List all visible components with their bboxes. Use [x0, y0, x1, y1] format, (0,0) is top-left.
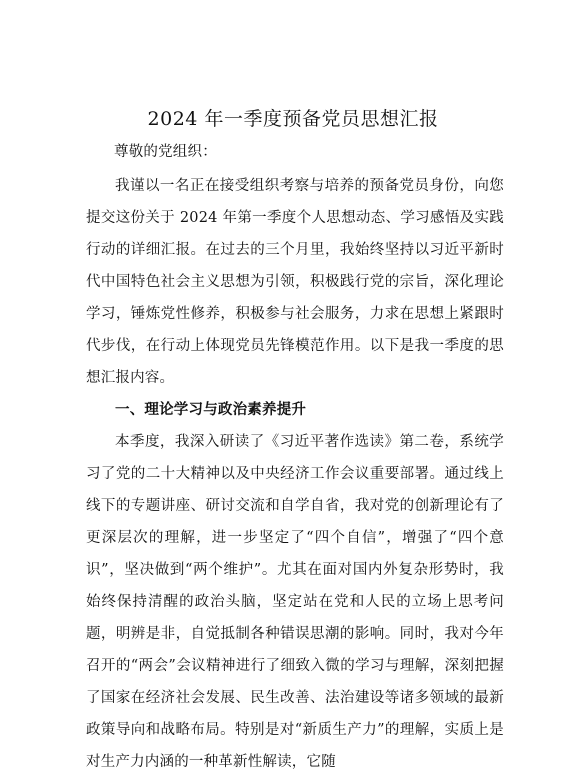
section-heading: 一、理论学习与政治素养提升	[115, 401, 307, 418]
document-title: 2024 年一季度预备党员思想汇报	[147, 108, 439, 130]
intro-paragraph: 我谨以一名正在接受组织考察与培养的预备党员身份，向您提交这份关于 2024 年第一季度个人思想动态、学习感悟及实践行动的详细汇报。在过去的三个月里，我始终坚持以习近平新时代中国特色社会主义思想为引领，积极践行党的宗旨，深化理论学习，锤炼党性修养，积极参与社会服务，力求在思想上紧跟时代步伐，在行动上体现党员先锋模范作用。以下是我一季度的思想汇报内容。	[86, 178, 504, 386]
document-body	[86, 136, 504, 778]
section-paragraph: 本季度，我深入研读了《习近平著作选读》第二卷，系统学习了党的二十大精神以及中央经济工作会议重要部署。通过线上线下的专题讲座、研讨交流和自学自省，我对党的创新理论有了更深层次的理解，进一步坚定了“四个自信”，增强了“四个意识”，坚决做到“两个维护”。尤其在面对国内外复杂形势时，我始终保持清醒的政治头脑，坚定站在党和人民的立场上思考问题，明辨是非，自觉抵制各种错误思潮的影响。同时，我对今年召开的“两会”会议精神进行了细致入微的学习与理解，深刻把握了国家在经济社会发展、民生改善、法治建设等诸多领域的最新政策导向和战略布局。特别是对“新质生产力”的理解，实质上是对生产力内涵的一种革新性解读，它随	[86, 434, 504, 770]
salutation: 尊敬的党组织：	[114, 144, 217, 160]
